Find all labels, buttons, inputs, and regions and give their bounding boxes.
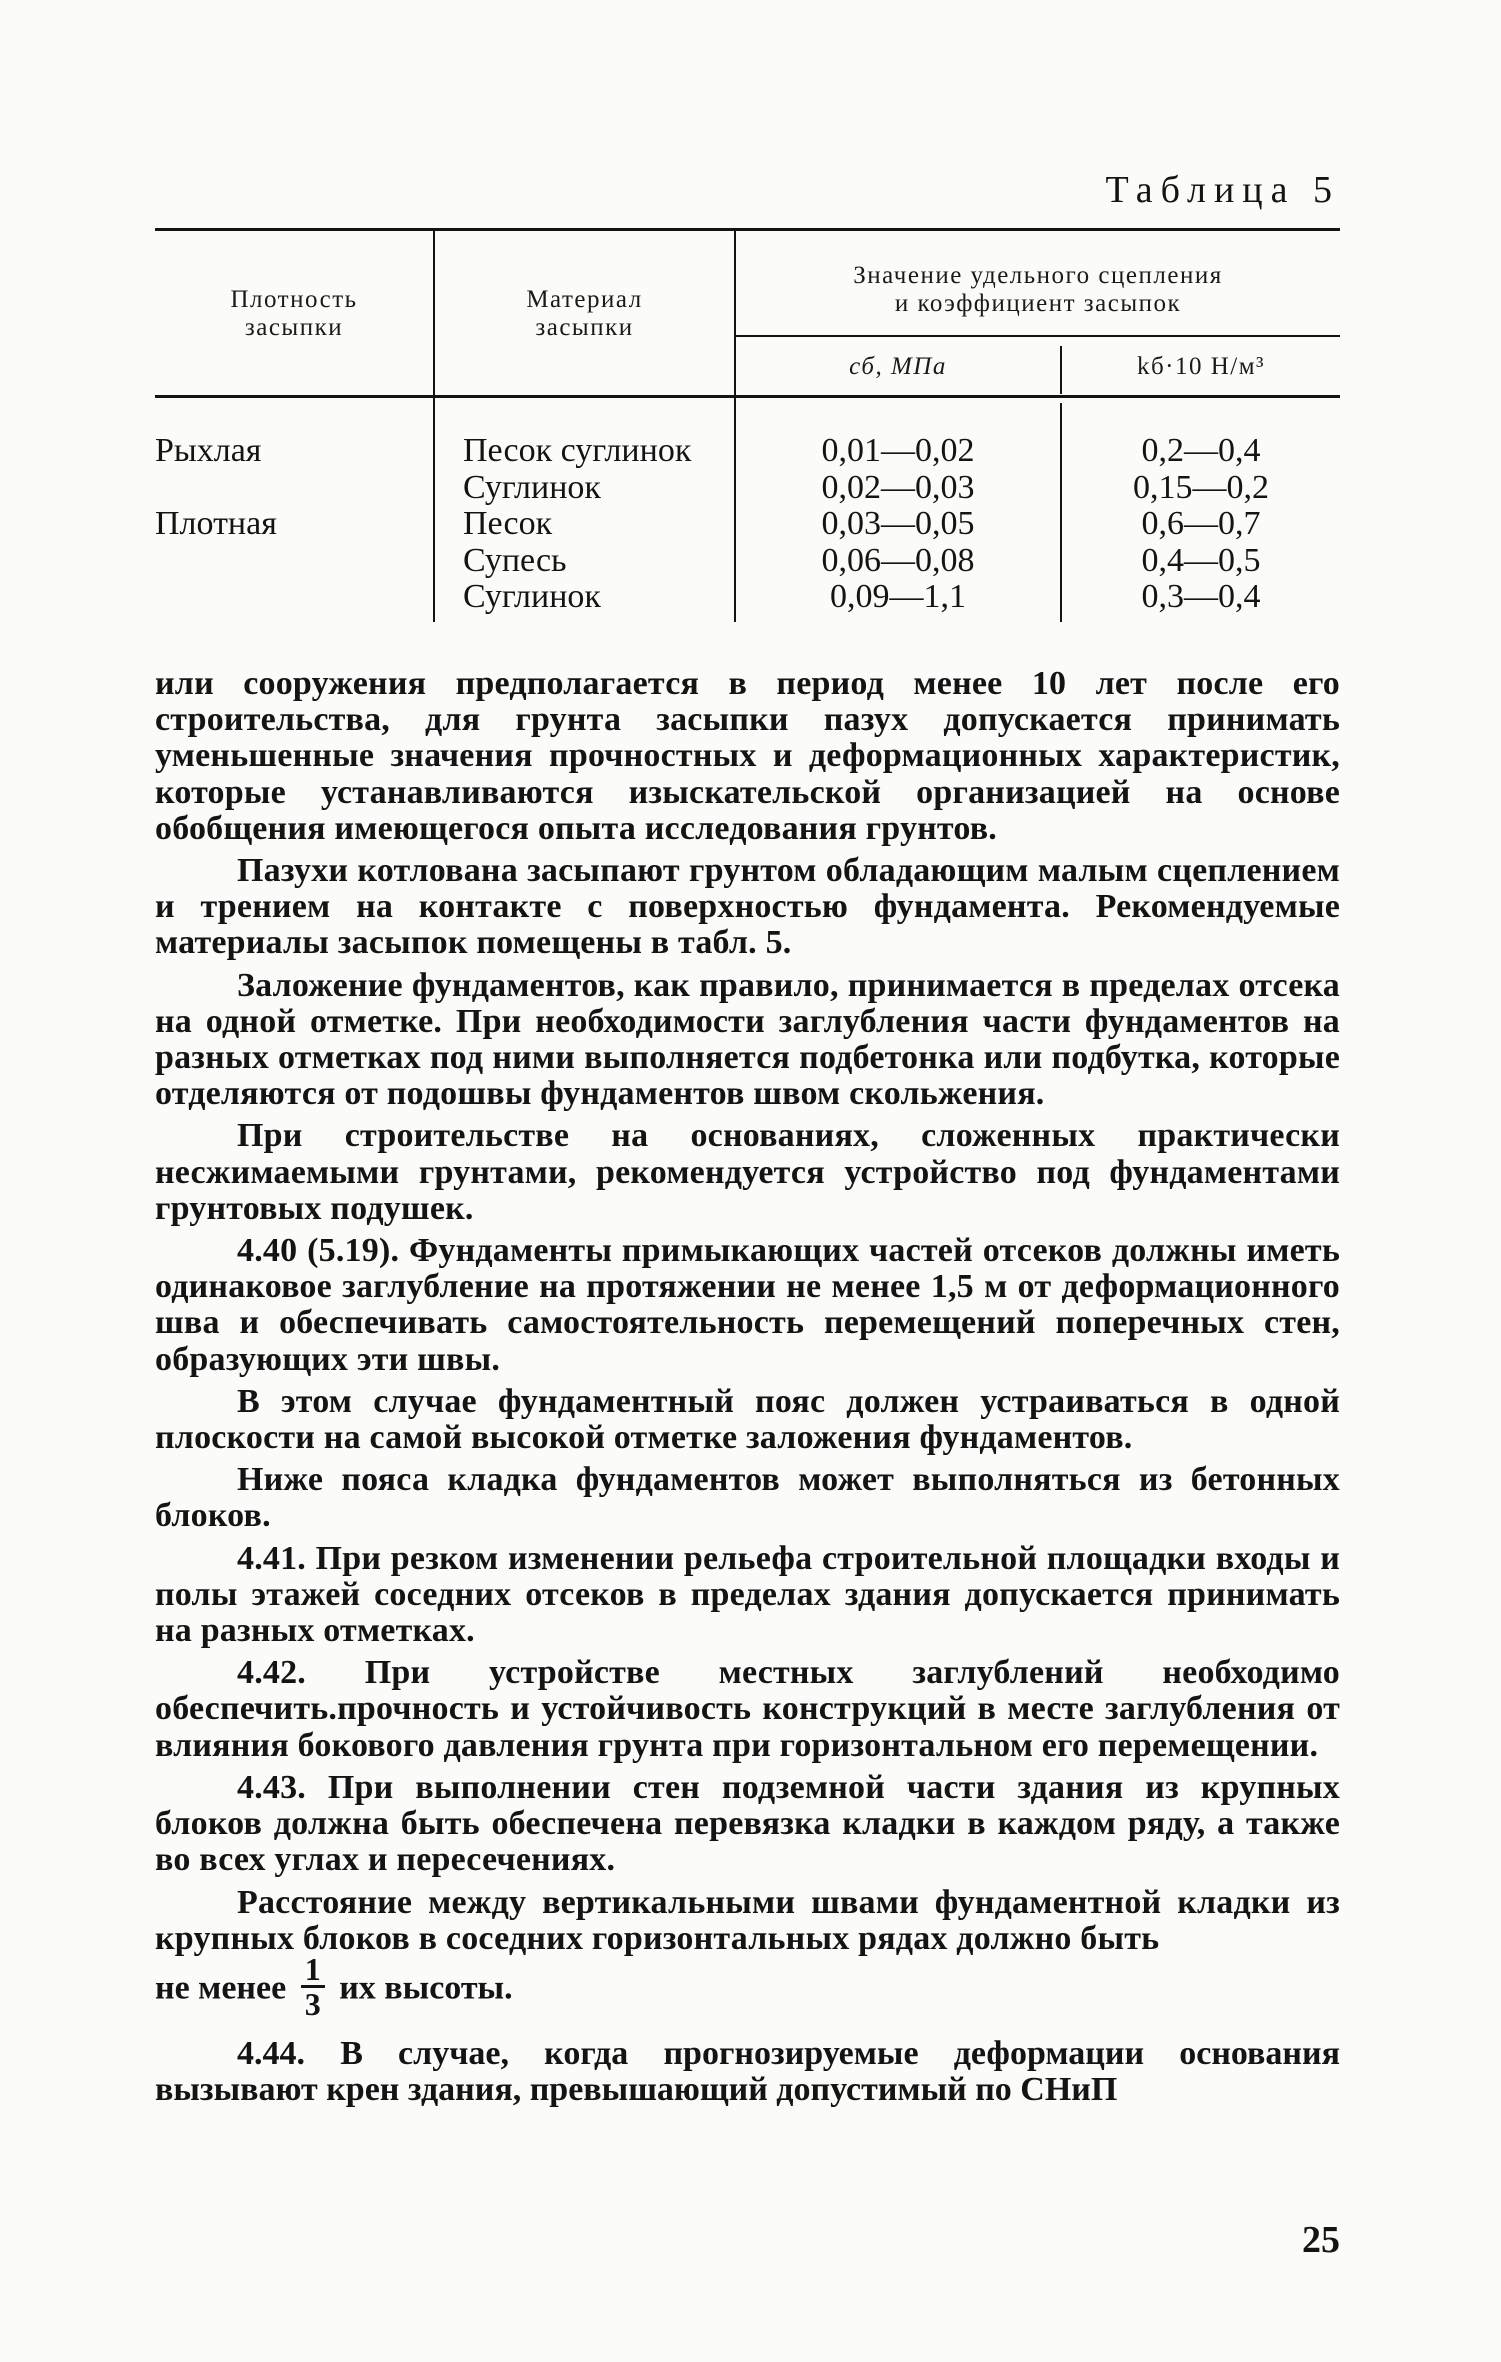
header-coefficient: kб·10 Н/м³: [1136, 353, 1266, 380]
clause-number: 4.44.: [237, 2035, 305, 2072]
table-top-rule: [155, 228, 1340, 231]
paragraph-4-44: 4.44. В случае, когда прогнозируемые деформации основания вызывают крен здания, превышающий допустимый по СНиП: [155, 2035, 1340, 2109]
body-text-continued: [155, 2036, 1340, 2108]
table-cell: 0,15—0,2: [1133, 468, 1269, 506]
table-cell: 0,4—0,5: [1141, 541, 1261, 579]
table-cell: 0,6—0,7: [1141, 505, 1261, 542]
table-subheader-rule: [735, 335, 1340, 337]
paragraph: или сооружения предполагается в период менее 10 лет после его строительства, для грунта засыпки пазух допускается принимать уменьшенные значения прочностных и деформационных характеристик, которые устанавливаются изыскательской организацией на основе обобщения имеющегося опыта исследования грунтов.: [155, 665, 1340, 847]
column-cohesion: [736, 433, 1060, 616]
column-material: [463, 433, 733, 616]
table-cell: Рыхлая: [155, 432, 262, 469]
table-cell: [155, 543, 433, 580]
header-cohesion: сб, МПа: [849, 353, 947, 380]
table-cell: Песок: [463, 505, 553, 542]
paragraph-4-40: 4.40 (5.19). Фундаменты примыкающих частей отсеков должны иметь одинаковое заглубление на протяжении не менее 1,5 м от деформационного шва и обеспечивать самостоятельность перемещений поперечных стен, образующих эти швы.: [155, 1232, 1340, 1378]
page-number: 25: [1302, 2219, 1340, 2261]
table-cell: Песок суглинок: [463, 432, 692, 469]
table-cell: 0,06—0,08: [821, 541, 975, 579]
table-cell: 0,3—0,4: [1141, 578, 1261, 615]
paragraph: Заложение фундаментов, как правило, принимается в пределах отсека на одной отметке. При необходимости заглубления части фундаментов на разных отметках под ними выполняется подбетонка или подбутка, которые отделяются от подошвы фундаментов швом скольжения.: [155, 966, 1340, 1113]
paragraph: Пазухи котлована засыпают грунтом обладающим малым сцеплением и трением на контакте с поверхностью фундамента. Рекомендуемые материалы засыпок помещены в табл. 5.: [155, 852, 1340, 962]
header-group: Значение удельного сцепления и коэффициент засыпок: [853, 262, 1223, 317]
paragraph: Ниже пояса кладка фундаментов может выполняться из бетонных блоков.: [155, 1461, 1340, 1535]
table-cell: 0,03—0,05: [821, 505, 975, 542]
table-cell: Супесь: [463, 541, 567, 579]
backfill-table: [155, 228, 1340, 623]
fraction-line: не менее $\frac{1}{3}$ их высоты.: [155, 1951, 513, 2022]
fraction-one-third: $\frac{1}{3}$: [301, 1953, 325, 2020]
table-cell: [155, 579, 433, 616]
table-header-bottom-rule: [155, 395, 1340, 398]
table-cell: 0,09—1,1: [830, 578, 966, 615]
table-cell: Суглинок: [463, 578, 601, 615]
clause-number: 4.42.: [237, 1654, 306, 1692]
clause-number: 4.43.: [237, 1768, 306, 1806]
header-density: Плотность засыпки: [230, 286, 358, 341]
table-cell: [155, 470, 433, 507]
column-density: [155, 433, 433, 616]
table-cell: Суглинок: [463, 468, 601, 506]
table-cell: 0,01—0,02: [821, 432, 975, 469]
clause-number: 4.41.: [237, 1539, 306, 1577]
paragraph-4-41: 4.41. При резком изменении рельефа строительной площадки входы и полы этажей соседних отсеков в пределах здания допускается принимать на разных отметках.: [155, 1539, 1340, 1650]
paragraph: Расстояние между вертикальными швами фундаментной кладки из крупных блоков в соседних горизонтальных рядах должно быть: [155, 1883, 1340, 1957]
table-cell: 0,02—0,03: [821, 468, 975, 506]
column-coefficient: [1062, 433, 1340, 616]
header-material: Материал засыпки: [526, 286, 643, 341]
table-cell: 0,2—0,4: [1141, 432, 1261, 469]
paragraph: В этом случае фундаментный пояс должен устраиваться в одной плоскости на самой высокой отметке заложения фундаментов.: [155, 1382, 1340, 1457]
body-text: [155, 666, 1340, 1957]
table-cell: Плотная: [155, 505, 277, 542]
table-caption: Таблица 5: [1105, 169, 1340, 211]
paragraph-4-43: 4.43. При выполнении стен подземной части здания из крупных блоков должна быть обеспечена перевязка кладки в каждом ряду, а также во всех углах и пересечениях.: [155, 1768, 1340, 1879]
clause-number: 4.40 (5.19).: [237, 1232, 400, 1270]
paragraph-4-42: 4.42. При устройстве местных заглублений необходимо обеспечить.прочность и устойчивость конструкций в месте заглубления от влияния бокового давления грунта при горизонтальном его перемещении.: [155, 1654, 1340, 1764]
paragraph: При строительстве на основаниях, сложенных практически несжимаемыми грунтами, рекомендуется устройство под фундаментами грунтовых подушек.: [155, 1117, 1340, 1227]
